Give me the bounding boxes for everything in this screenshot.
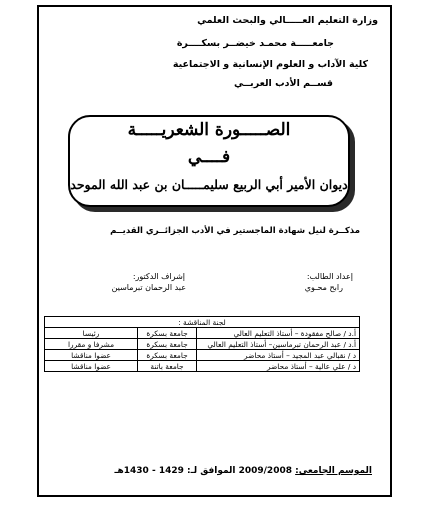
ministry-line: وزارة التعليم العـــــالي والبحث العلمي bbox=[197, 15, 378, 26]
member-cell: د / نقبالي عبد المجيد – أستاذ محاضر bbox=[197, 350, 360, 361]
member-cell: د / علي عالية – أستاذ محاضر bbox=[197, 361, 360, 372]
table-row bbox=[45, 328, 360, 339]
member-cell: أ.د / عبد الرحمان تبرماسين– أستاذ التعليم العالي bbox=[197, 339, 360, 350]
table-row bbox=[45, 339, 360, 350]
faculty-line: كلية الآداب و العلوم الإنسانية و الاجتماعية bbox=[172, 59, 368, 70]
student-label: إعداد الطالب: bbox=[306, 272, 353, 281]
committee-caption: لجنة المناقشة : bbox=[45, 317, 360, 328]
year-value: 2009/2008 الموافق لـ: 1429 - 1430هـ bbox=[114, 466, 292, 476]
supervisor-label: إشراف الدكتور: bbox=[132, 272, 185, 281]
institution-cell: جامعة بسكرة bbox=[138, 328, 197, 339]
student-name: رابح محـوي bbox=[304, 283, 343, 292]
title-line-3: ديوان الأمير أبي الربيع سليمـــــان بن عبد الله الموحد bbox=[70, 177, 348, 192]
committee-caption-row bbox=[45, 317, 360, 328]
table-row bbox=[45, 361, 360, 372]
university-line: جامعـــــة محمـد خيضــر بسكــــرة bbox=[176, 38, 334, 49]
table-row bbox=[45, 350, 360, 361]
page-border bbox=[37, 5, 392, 497]
role-cell: عضوا مناقشا bbox=[45, 361, 138, 372]
title-line-2: فــــي bbox=[187, 147, 231, 167]
title-line-1: الصـــــورة الشعريـــــة bbox=[127, 120, 291, 140]
institution-cell: جامعة بسكرة bbox=[138, 339, 197, 350]
institution-cell: جامعة بسكرة bbox=[138, 350, 197, 361]
member-cell: أ.د / صالح مفقودة – أستاذ التعليم العالي bbox=[197, 328, 360, 339]
year-label: الموسم الجامعي: bbox=[295, 466, 372, 476]
academic-year bbox=[114, 466, 372, 476]
department-line: قســم الأدب العربــي bbox=[234, 78, 333, 89]
role-cell: رئيسا bbox=[45, 328, 138, 339]
title-box bbox=[68, 115, 350, 207]
committee-table bbox=[44, 316, 360, 372]
institution-cell: جامعة باتنة bbox=[138, 361, 197, 372]
thesis-subtitle: مذكــرة لنيل شهادة الماجستير في الأدب الجزائــري القديــم bbox=[110, 226, 360, 236]
role-cell: مشرفا و مقررا bbox=[45, 339, 138, 350]
role-cell: عضوا مناقشا bbox=[45, 350, 138, 361]
supervisor-name: عبد الرحمان تبرماسين bbox=[111, 283, 186, 292]
